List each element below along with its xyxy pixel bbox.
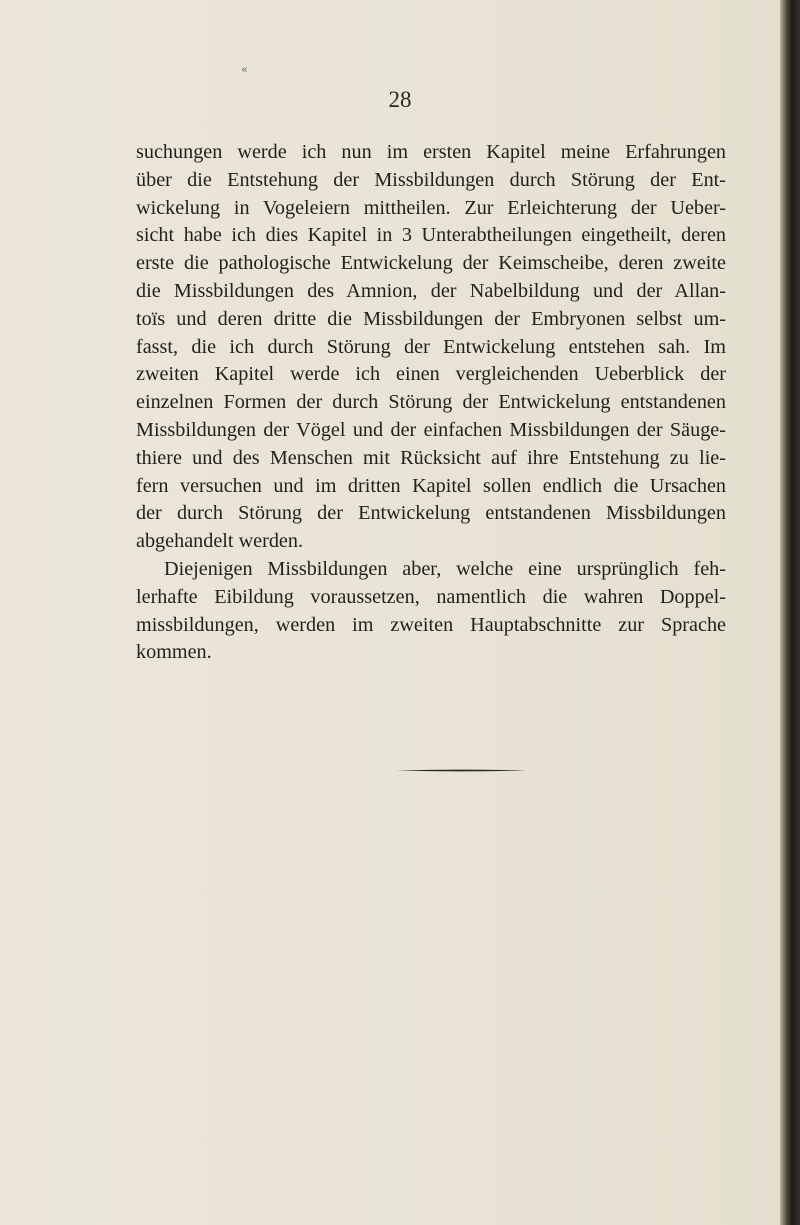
body-text bbox=[136, 139, 726, 667]
text-line: über die Entstehung der Missbildungen durch Störung der Ent- bbox=[136, 168, 726, 191]
text-line: thiere und des Menschen mit Rücksicht auf ihre Entstehung zu lie- bbox=[136, 446, 726, 469]
text-line: lerhafte Eibildung voraussetzen, namentlich die wahren Doppel- bbox=[136, 585, 726, 608]
text-line: fern versuchen und im dritten Kapitel sollen endlich die Ursachen bbox=[136, 474, 726, 497]
text-line: erste die pathologische Entwickelung der Keimscheibe, deren zweite bbox=[136, 252, 726, 275]
binding-edge bbox=[780, 0, 800, 1225]
text-line: Missbildungen der Vögel und der einfachen Missbildungen der Säuge- bbox=[136, 418, 726, 441]
text-line: Diejenigen Missbildungen aber, welche eine ursprünglich feh- bbox=[164, 557, 726, 580]
section-end-rule bbox=[396, 769, 526, 772]
text-line: zweiten Kapitel werde ich einen vergleichenden Ueberblick der bbox=[136, 363, 726, 386]
text-line: wickelung in Vogeleiern mittheilen. Zur Erleichterung der Ueber- bbox=[136, 196, 726, 219]
text-line: der durch Störung der Entwickelung entstandenen Missbildungen bbox=[136, 502, 726, 525]
paragraph-2 bbox=[136, 556, 726, 667]
page-number: 28 bbox=[388, 87, 412, 112]
print-mark: « bbox=[241, 63, 248, 76]
text-line: toïs und deren dritte die Missbildungen der Embryonen selbst um- bbox=[136, 307, 726, 330]
text-line: sicht habe ich dies Kapitel in 3 Unterabtheilungen eingetheilt, deren bbox=[136, 224, 726, 247]
paragraph-1 bbox=[136, 139, 726, 556]
text-line: suchungen werde ich nun im ersten Kapitel meine Erfahrungen bbox=[136, 141, 726, 163]
text-line: missbildungen, werden im zweiten Hauptabschnitte zur Sprache bbox=[136, 613, 726, 636]
text-line: die Missbildungen des Amnion, der Nabelbildung und der Allan- bbox=[136, 279, 726, 302]
text-line: fasst, die ich durch Störung der Entwickelung entstehen sah. Im bbox=[136, 335, 726, 358]
text-line: abgehandelt werden. bbox=[136, 530, 304, 553]
text-line: einzelnen Formen der durch Störung der Entwickelung entstandenen bbox=[136, 391, 726, 414]
text-line: kommen. bbox=[136, 641, 212, 664]
